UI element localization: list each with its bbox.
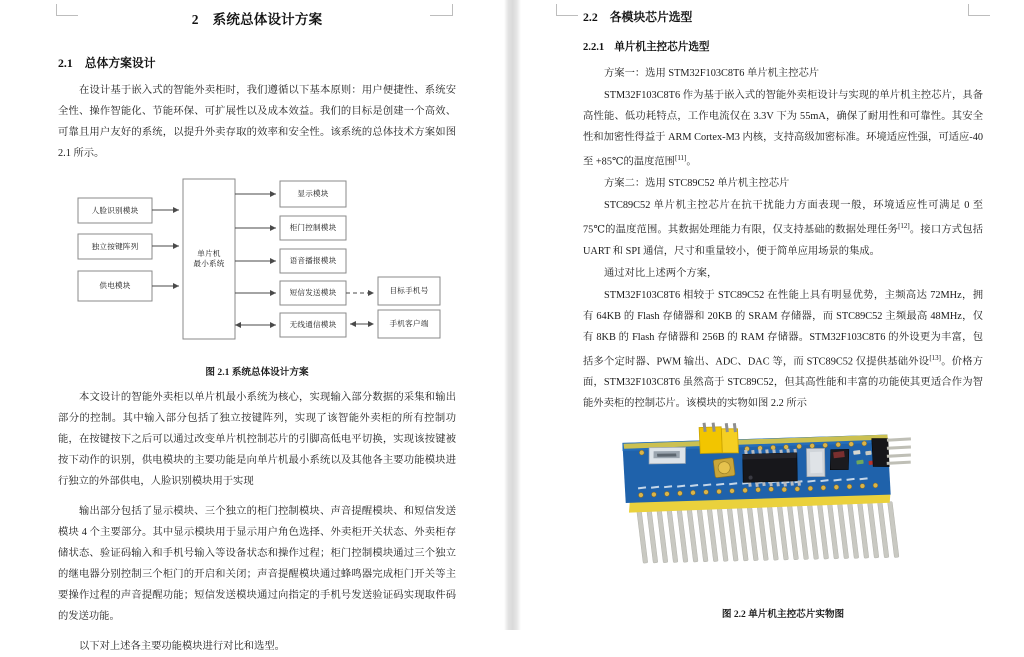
diagram-box-power-supply-module: 供电模块	[99, 281, 131, 290]
page-right	[521, 0, 1024, 630]
citation-ref-12: [12]	[898, 222, 910, 231]
paragraph-output-section: 输出部分包括了显示模块、三个独立的柜门控制模块、声音提醒模块、和短信发送模块 4 个主要部分。其中显示模块用于显示用户角色选择、外卖柜开关状态、外卖柜存储状态、验证码输入和手机号输入等设备状态和操作过程；柜门控制模块通过三个独立的继电器分别控制三个柜门的开启和关闭；声音提醒模块通过蜂鸣器完成柜门开关等主要操作过程的声音提醒功能；短信发送模块通过向指定的手机号发送验证码实现取件码的发送功能。	[58, 506, 456, 622]
subsection-number: 2.2.1	[583, 42, 605, 53]
comparison-body-b: 。价格方面，STM32F103C8T6 虽然高于 STC89C52，但其高性能和丰富的功能使其更适合作为智能外卖柜的控制芯片。该模块的实物如图 2.2 所示	[583, 356, 983, 410]
figure-2-2-photo	[583, 426, 983, 604]
mcu-label-line-2: 最小系统	[193, 259, 225, 268]
mcu-label-line-1: 单片机	[197, 249, 221, 258]
section-heading-2-2	[583, 8, 983, 25]
diagram-box-voice-broadcast-module: 语音播报模块	[289, 256, 337, 265]
chapter-number: 2	[191, 12, 199, 27]
stm32-board-photo-svg	[583, 426, 983, 604]
section-number: 2.1	[58, 56, 73, 70]
diagram-box-wireless-comm-module: 无线通信模块	[289, 320, 337, 329]
diagram-box-sms-send-module: 短信发送模块	[289, 288, 337, 297]
page-right-text-column	[583, 0, 983, 620]
option-2-body-a: STC89C52 单片机主控芯片在抗干扰能力方面表现一般，环境适应性可满足 0 至 75℃的温度范围。其数据处理能力有限，仅支持基础的数据处理任务	[583, 200, 983, 236]
chapter-title	[58, 8, 456, 28]
citation-ref-11: [11]	[674, 154, 687, 162]
option-1-body-text: STM32F103C8T6 作为基于嵌入式的智能外卖柜设计与实现的单片机主控芯片，具备高性能、低功耗特点，工作电流仅在 3.3V 下为 55mA，确保了耐用性和可靠性。其安全性和加密性得益于 ARM Cortex-M3 内核，支持高级加密标准。环境适应性强，可适应-40 至 +85℃的温度范围	[583, 90, 983, 168]
diagram-box-independent-key-matrix: 独立按键阵列	[91, 241, 139, 251]
option-1-heading: 方案一：选用 STM32F103C8T6 单片机主控芯片	[604, 68, 820, 79]
figure-2-1-caption-text: 系统总体设计方案	[231, 367, 309, 378]
option-2-heading: 方案二：选用 STC89C52 单片机主控芯片	[604, 178, 790, 190]
figure-2-2-caption	[583, 606, 983, 620]
block-diagram-svg	[58, 176, 456, 354]
diagram-box-display-module: 显示模块	[297, 189, 329, 198]
paragraph-overview: 在设计基于嵌入式的智能外卖柜时，我们遵循以下基本原则：用户便捷性、系统安全性、操作智能化、节能环保、可扩展性以及成本效益。我们的目标是创建一个高效、可靠且用户友好的系统，以提升外卖存取的效率和安全性。该系统的总体技术方案如图 2.1 所示。	[58, 85, 456, 159]
figure-2-1-caption-label: 图 2.1	[205, 367, 230, 378]
comparison-body-a: STM32F103C8T6 相较于 STC89C52 在性能上具有明显优势，主频高达 72MHz，拥有 64KB 的 Flash 存储器和 20KB 的 SRAM 存储器，而 STC89C52 主频最高 48MHz，仅有 8KB 的 Flash 存储器和 256B 的 RAM 存储器。STM32F103C8T6 的外设更为丰富，包括多个定时器、PWM 输出、ADC、DAC 等，而 STC89C52 仅提供基础外设	[583, 289, 983, 368]
diagram-box-cabinet-door-control: 柜门控制模块	[289, 223, 337, 232]
section-heading-2-1	[58, 54, 456, 71]
paragraph-input-section: 本文设计的智能外卖柜以单片机最小系统为核心，实现输入部分数据的采集和输出部分的控制。其中输入部分包括了独立按键阵列，实现了该智能外卖柜的所有控制功能，在按键按下之后可以通过改变单片机控制芯片的引脚高低电平切换，实现该按键被按下动作的识别，供电模块的主要功能是向单片机最小系统以及其他各主要功能模块进行独立的外部供电，人脸识别模块用于实现	[58, 392, 456, 487]
citation-ref-13: [13]	[929, 353, 941, 362]
option-2-body	[583, 195, 983, 261]
figure-2-1-diagram	[58, 176, 456, 354]
section-title-2-2: 各模块芯片选型	[609, 10, 693, 24]
comparison-body	[583, 285, 983, 414]
page-gutter	[504, 0, 521, 630]
page-left-text-column	[58, 0, 456, 657]
figure-2-2-caption-text: 单片机主控芯片实物图	[748, 609, 845, 621]
option-1-body	[583, 85, 983, 172]
option-1-tail: 。	[686, 156, 697, 168]
figure-2-2-caption-label: 图 2.2	[721, 609, 746, 621]
page-left	[0, 0, 504, 652]
diagram-box-target-phone-number: 目标手机号	[389, 286, 429, 295]
diagram-box-mobile-client: 手机客户端	[389, 319, 429, 328]
section-number-2-2: 2.2	[583, 10, 598, 24]
diagram-box-face-recognition-module: 人脸识别模块	[91, 205, 139, 215]
section-title-text: 总体方案设计	[84, 56, 156, 70]
chapter-title-text: 系统总体设计方案	[212, 12, 323, 27]
comparison-lead: 通过对比上述两个方案，	[604, 267, 718, 279]
subsection-heading-2-2-1	[583, 39, 983, 54]
figure-2-1-caption	[58, 364, 456, 378]
subsection-title: 单片机主控芯片选型	[614, 42, 710, 53]
paragraph-transition: 以下对上述各主要功能模块进行对比和选型。	[79, 641, 285, 652]
option-2-body-b: 。接口方式包括 UART 和 SPI 通信，尺寸和重量较小，便于简单应用场景的集成。	[583, 224, 983, 257]
